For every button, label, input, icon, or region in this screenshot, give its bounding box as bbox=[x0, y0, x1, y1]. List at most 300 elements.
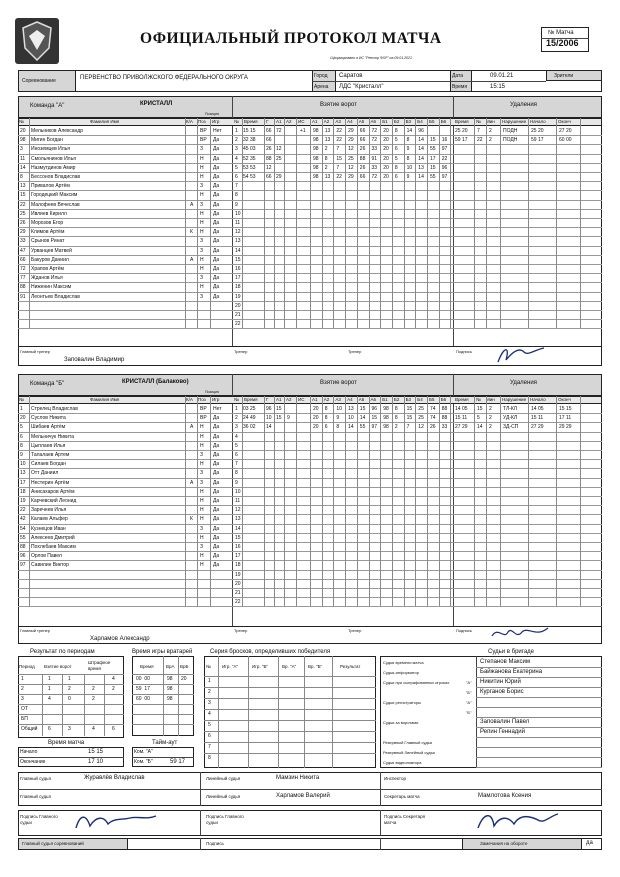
on-ice-player: 88 bbox=[441, 415, 448, 422]
penalty-end: 27 20 bbox=[559, 128, 572, 134]
player-in-game: Да bbox=[213, 164, 220, 171]
goal-scorer: 12 bbox=[266, 164, 272, 171]
on-ice-player: 33 bbox=[371, 164, 378, 171]
goal-number: 2 bbox=[235, 415, 238, 422]
on-ice-player: 15 bbox=[336, 155, 342, 162]
penalty-violation: ПОДН bbox=[503, 128, 518, 134]
player-name: Урванцев Матвей bbox=[31, 247, 72, 254]
on-ice-player: 7 bbox=[336, 146, 340, 153]
goal-number: 14 bbox=[235, 247, 241, 254]
goal-number: 5 bbox=[235, 164, 238, 171]
team-a-goals-title: Взятие ворот bbox=[320, 102, 357, 108]
penalty-end: 60 00 bbox=[559, 137, 572, 144]
player-position: Н bbox=[200, 553, 204, 560]
on-ice-player: 20 bbox=[383, 146, 389, 153]
player-number: 22 bbox=[20, 507, 26, 514]
goal-number: 8 bbox=[235, 192, 238, 199]
team-a-goal-hdr: ИС bbox=[298, 119, 305, 124]
period-label: БП bbox=[21, 716, 28, 722]
penalty-end: 15 15 bbox=[559, 406, 572, 412]
goal-number: 19 bbox=[235, 571, 241, 578]
player-in-game: Да bbox=[213, 256, 220, 263]
player-in-game: Да bbox=[213, 275, 220, 282]
on-ice-player: 20 bbox=[383, 128, 389, 134]
player-position: З bbox=[200, 525, 204, 532]
goalie-b: 20 bbox=[181, 676, 187, 682]
team-b-hdr-game: Игр bbox=[212, 397, 220, 402]
on-ice-player: 29 bbox=[348, 174, 354, 180]
player-position: З bbox=[200, 201, 204, 208]
penalty-violation: ЗД-СП bbox=[503, 424, 519, 431]
period-goals-b: 0 bbox=[68, 696, 71, 702]
on-ice-player: 33 bbox=[371, 146, 378, 153]
official-role: Судьи при оштрафованных игроках bbox=[383, 680, 450, 685]
player-in-game: Да bbox=[213, 266, 220, 272]
team-a-goal-hdr: Время bbox=[244, 119, 258, 124]
player-number: 33 bbox=[20, 238, 26, 245]
on-ice-player: 88 bbox=[359, 155, 366, 162]
team-b-hdr-name: Фамилия Имя bbox=[90, 397, 120, 402]
on-ice-player: 7 bbox=[406, 424, 410, 431]
penalty-minutes: 2 bbox=[489, 137, 492, 144]
player-position: Н bbox=[200, 210, 204, 217]
period-goals-a: 1 bbox=[48, 676, 51, 682]
on-ice-player: 25 bbox=[348, 155, 354, 162]
goal-assist-1: 25 bbox=[276, 155, 282, 162]
on-ice-player: 10 bbox=[348, 415, 354, 422]
player-in-game: Да bbox=[213, 284, 220, 291]
on-ice-player: 22 bbox=[336, 128, 342, 134]
player-number: 88 bbox=[20, 544, 26, 550]
goal-number: 5 bbox=[235, 442, 238, 449]
period-goals-b: 3 bbox=[68, 726, 71, 732]
on-ice-player: 5 bbox=[394, 155, 398, 162]
penalty-time: 59 17 bbox=[455, 137, 468, 144]
on-ice-player: 72 bbox=[371, 137, 378, 144]
goal-time: 53 53 bbox=[243, 164, 256, 171]
shootout-round: 8 bbox=[208, 755, 211, 761]
player-in-game: Да bbox=[213, 516, 220, 523]
on-ice-player: 25 bbox=[418, 415, 424, 422]
team-b-goal-hdr: Г bbox=[266, 397, 269, 402]
player-in-game: Да bbox=[213, 174, 220, 180]
goal-number: 16 bbox=[235, 544, 241, 550]
on-ice-player: 66 bbox=[359, 174, 366, 180]
goal-number: 11 bbox=[235, 498, 241, 504]
penalty-end: 29 29 bbox=[559, 424, 572, 431]
team-a-pen-hdr: Оконч bbox=[558, 119, 571, 124]
player-in-game: Да bbox=[213, 498, 220, 504]
player-number: 72 bbox=[20, 266, 26, 272]
penalty-player: 22 bbox=[477, 137, 483, 144]
on-ice-player: 98 bbox=[313, 164, 319, 171]
periods-title: Результат по периодам bbox=[30, 649, 95, 655]
player-number: 20 bbox=[20, 128, 26, 134]
goal-number: 1 bbox=[235, 128, 238, 134]
on-ice-player: 17 bbox=[430, 155, 436, 162]
period-pim-b: 6 bbox=[112, 726, 115, 732]
on-ice-player: 20 bbox=[383, 137, 389, 144]
goal-time: 03 25 bbox=[243, 406, 256, 412]
period-label: 2 bbox=[21, 686, 24, 692]
official-name: Репин Геннадий bbox=[480, 729, 526, 735]
city-value: Саратов bbox=[339, 73, 363, 79]
player-position: Н bbox=[200, 507, 204, 514]
shootout-round: 7 bbox=[208, 744, 211, 750]
on-ice-player: 97 bbox=[371, 424, 378, 431]
on-ice-player: 8 bbox=[324, 155, 328, 162]
goal-number: 11 bbox=[235, 220, 241, 226]
team-b-coach: Харламов Александр bbox=[90, 636, 150, 642]
goal-number: 10 bbox=[235, 210, 241, 217]
team-a-hdr-game: Игр bbox=[212, 119, 220, 124]
spectators-label: Зрители bbox=[554, 73, 574, 79]
goal-number: 20 bbox=[235, 302, 241, 309]
player-name: Мельничук Никита bbox=[31, 433, 74, 440]
penalty-start: 59 17 bbox=[531, 137, 544, 144]
penalty-start: 27 29 bbox=[531, 424, 544, 431]
team-a-goal-hdr: Г bbox=[266, 119, 269, 124]
goal-number: 22 bbox=[235, 599, 241, 606]
official-role: Судья видеоповтора bbox=[383, 760, 422, 765]
on-ice-player: 12 bbox=[348, 164, 354, 171]
goal-scorer: 14 bbox=[266, 424, 272, 431]
player-name: Шибаев Артём bbox=[31, 424, 66, 431]
player-name: Бессонов Владислав bbox=[31, 174, 81, 180]
secretary: Мамлотова Ксения bbox=[478, 793, 532, 799]
goal-number: 2 bbox=[235, 137, 238, 144]
period-label: 3 bbox=[21, 696, 24, 702]
goalie-change-time: 60 00 bbox=[136, 696, 150, 702]
on-ice-player: 8 bbox=[406, 137, 410, 144]
player-name: Нестерин Артём bbox=[31, 479, 70, 486]
team-a-pen-hdr: Начало bbox=[530, 119, 546, 124]
time-label: Время bbox=[452, 84, 468, 90]
on-ice-player: 8 bbox=[394, 415, 398, 422]
on-ice-player: 55 bbox=[430, 174, 436, 180]
team-a-goal-hdr: А2 bbox=[286, 119, 292, 124]
penalty-player: 15 bbox=[477, 406, 483, 412]
player-name: Жданов Илья bbox=[31, 275, 63, 282]
on-ice-player: 9 bbox=[336, 415, 340, 422]
goal-number: 13 bbox=[235, 238, 241, 245]
goal-number: 18 bbox=[235, 284, 241, 291]
shootout-round: 4 bbox=[208, 711, 211, 717]
player-number: 15 bbox=[20, 192, 26, 199]
player-in-game: Да bbox=[213, 442, 220, 449]
goal-number: 10 bbox=[235, 488, 241, 495]
player-number: 1 bbox=[20, 406, 23, 412]
on-ice-player: 96 bbox=[441, 164, 448, 171]
team-b-pen-hdr: Мин bbox=[486, 397, 495, 402]
player-number: 10 bbox=[20, 461, 26, 468]
on-ice-player: 8 bbox=[406, 155, 410, 162]
player-name: Савилин Виктор bbox=[31, 562, 69, 569]
on-ice-player: 14 bbox=[348, 424, 354, 431]
on-ice-player: 96 bbox=[418, 128, 424, 134]
player-position: ВР bbox=[200, 137, 207, 144]
team-b-pen-hdr: Оконч bbox=[558, 397, 571, 402]
on-ice-player: 33 bbox=[441, 424, 448, 431]
penalty-start: 14 05 bbox=[531, 406, 544, 412]
player-ka: А bbox=[190, 201, 194, 208]
on-ice-player: 55 bbox=[359, 424, 366, 431]
player-number: 17 bbox=[20, 479, 26, 486]
penalty-minutes: 2 bbox=[489, 424, 492, 431]
goal-number: 1 bbox=[235, 406, 238, 412]
on-ice-player: 66 bbox=[359, 137, 366, 144]
team-a-penalties-title: Удаления bbox=[510, 102, 537, 108]
goalie-change-time: 59 17 bbox=[136, 686, 150, 692]
player-number: 9 bbox=[20, 452, 23, 458]
on-ice-player: 15 bbox=[406, 406, 413, 412]
player-number: 97 bbox=[20, 562, 26, 569]
player-position: З bbox=[200, 238, 204, 245]
player-number: 8 bbox=[20, 174, 23, 180]
officials-title: Судьи в бригаде bbox=[488, 649, 534, 655]
team-a-goal-hdr: А1 bbox=[276, 119, 282, 124]
on-ice-player: 97 bbox=[441, 146, 448, 153]
goal-scorer: 10 bbox=[266, 415, 272, 422]
official-name: Курганов Борис bbox=[480, 689, 524, 695]
goal-number: 20 bbox=[235, 580, 241, 587]
player-number: 77 bbox=[20, 275, 26, 282]
official-role: Судья-информатор bbox=[383, 670, 419, 675]
federation-logo bbox=[15, 18, 59, 64]
on-ice-player: 13 bbox=[324, 137, 331, 144]
arena-label: Арена bbox=[314, 84, 329, 90]
team-b-goal-hdr: Время bbox=[244, 397, 258, 402]
team-b-pen-hdr: Нарушение bbox=[502, 397, 527, 402]
goal-situation: +1 bbox=[300, 128, 306, 134]
on-ice-player: 2 bbox=[324, 146, 328, 153]
player-position: Н bbox=[200, 442, 204, 449]
player-in-game: Да bbox=[213, 553, 220, 560]
player-name: Привалов Артём bbox=[31, 183, 70, 190]
period-pim-a: 4 bbox=[92, 726, 95, 732]
period-pim-a: 2 bbox=[92, 686, 95, 692]
period-pim-a: 2 bbox=[92, 696, 95, 702]
on-ice-player: 14 bbox=[418, 155, 424, 162]
goal-number: 8 bbox=[235, 470, 238, 477]
player-name: Климов Артём bbox=[31, 229, 65, 236]
on-ice-player: 9 bbox=[406, 174, 410, 180]
official-role: Судья времени матча bbox=[383, 660, 424, 665]
player-in-game: Да bbox=[213, 293, 220, 300]
player-name: Суслов Никита bbox=[31, 415, 66, 422]
team-a-hdr-pos: Поз bbox=[198, 119, 206, 124]
penalty-violation: ПОДН bbox=[503, 137, 518, 144]
player-position: З bbox=[200, 544, 204, 550]
player-in-game: Да bbox=[213, 452, 220, 458]
linesman-1: Мамзин Никита bbox=[276, 775, 320, 781]
on-ice-player: 26 bbox=[430, 424, 436, 431]
player-name: Иноземцев Илья bbox=[31, 146, 70, 153]
player-position: Н bbox=[200, 266, 204, 272]
player-name: Мигин Богдан bbox=[31, 137, 63, 144]
goal-number: 15 bbox=[235, 534, 241, 541]
player-in-game: Да bbox=[213, 192, 220, 199]
player-name: Заречнев Илья bbox=[31, 507, 67, 514]
date-label: Дата bbox=[452, 73, 464, 79]
player-position: ВР bbox=[200, 406, 207, 412]
player-number: 96 bbox=[20, 553, 26, 560]
on-ice-player: 10 bbox=[406, 164, 413, 171]
goal-time: 45 03 bbox=[243, 146, 256, 153]
goal-number: 21 bbox=[235, 590, 241, 596]
player-number: 54 bbox=[20, 525, 26, 532]
period-pim-b: 2 bbox=[112, 686, 115, 692]
team-b-goal-hdr: ИС bbox=[298, 397, 305, 402]
team-b-pen-hdr: № bbox=[476, 397, 481, 402]
team-b-goal-hdr: А1 bbox=[276, 397, 282, 402]
on-ice-player: 13 bbox=[348, 406, 354, 412]
goal-number: 7 bbox=[235, 183, 238, 190]
on-ice-player: 14 bbox=[418, 137, 424, 144]
on-ice-player: 98 bbox=[313, 137, 319, 144]
player-number: 29 bbox=[20, 229, 26, 236]
goal-time: 32 38 bbox=[243, 137, 256, 144]
player-in-game: Да bbox=[213, 507, 220, 514]
goal-number: 4 bbox=[235, 155, 238, 162]
player-name: Силаев Богдан bbox=[31, 461, 67, 468]
on-ice-player: 6 bbox=[394, 146, 398, 153]
player-position: ВР bbox=[200, 415, 207, 422]
on-ice-player: 2 bbox=[394, 424, 398, 431]
goal-number: 21 bbox=[235, 312, 241, 318]
on-ice-player: 6 bbox=[394, 174, 398, 180]
player-position: З bbox=[200, 146, 204, 153]
player-position: Н bbox=[200, 498, 204, 504]
goal-time: 24 49 bbox=[243, 415, 256, 422]
goal-number: 18 bbox=[235, 562, 241, 569]
player-position: Н bbox=[200, 534, 204, 541]
player-number: 3 bbox=[20, 146, 23, 153]
on-ice-player: 20 bbox=[383, 164, 389, 171]
on-ice-player: 15 bbox=[371, 415, 378, 422]
player-number: 47 bbox=[20, 247, 26, 254]
goal-number: 17 bbox=[235, 553, 241, 560]
team-b-goals-title: Взятие ворот bbox=[320, 380, 357, 386]
player-ka: А bbox=[190, 424, 194, 431]
penalty-time: 27 29 bbox=[455, 424, 468, 431]
player-name: Калаев Альфер bbox=[31, 516, 68, 523]
player-in-game: Да bbox=[213, 534, 220, 541]
shootout-title: Серия бросков, определивших победителя bbox=[210, 649, 331, 655]
goalie-a: 98 bbox=[167, 686, 173, 692]
goal-assist-1: 12 bbox=[276, 146, 282, 153]
goal-scorer: 66 bbox=[266, 128, 272, 134]
team-b-penalties-title: Удаления bbox=[510, 380, 537, 386]
player-position: Н bbox=[200, 284, 204, 291]
team-a-pen-hdr: Мин bbox=[486, 119, 495, 124]
arena-value: ЛДС "Кристалл" bbox=[339, 84, 384, 90]
player-position: З bbox=[200, 293, 204, 300]
official-name: Заповалин Павел bbox=[480, 719, 530, 725]
timeout-title: Тайм-аут bbox=[152, 740, 178, 746]
player-name: Малофеев Вячеслав bbox=[31, 201, 80, 208]
goal-assist-1: 29 bbox=[276, 174, 282, 180]
player-name: Анисахаров Артём bbox=[31, 488, 75, 495]
on-ice-player: 10 bbox=[336, 406, 342, 412]
competition-label: Соревнование bbox=[22, 78, 56, 84]
player-number: 26 bbox=[20, 220, 26, 226]
on-ice-player: 96 bbox=[371, 406, 378, 412]
on-ice-player: 15 bbox=[430, 164, 436, 171]
page-title: ОФИЦИАЛЬНЫЙ ПРОТОКОЛ МАТЧА bbox=[140, 30, 442, 47]
penalty-end: 17 11 bbox=[559, 415, 572, 422]
eagle-emblem-icon bbox=[15, 18, 59, 64]
goal-number: 12 bbox=[235, 229, 241, 236]
on-ice-player: 55 bbox=[430, 146, 436, 153]
goal-number: 22 bbox=[235, 321, 241, 328]
player-name: Леонтьев Владислав bbox=[31, 293, 80, 300]
penalty-violation: ТЛ-КЛ bbox=[503, 406, 518, 412]
on-ice-player: 22 bbox=[336, 174, 342, 180]
official-role: Судьи регистраторы bbox=[383, 700, 421, 705]
player-number: 11 bbox=[20, 155, 26, 162]
team-b-hdr-pos: Поз bbox=[198, 397, 206, 402]
penalty-time: 25 20 bbox=[455, 128, 468, 134]
player-position: Н bbox=[200, 424, 204, 431]
goal-scorer: 66 bbox=[266, 137, 272, 144]
on-ice-player: 2 bbox=[324, 164, 328, 171]
on-ice-player: 20 bbox=[383, 155, 389, 162]
goal-number: 19 bbox=[235, 293, 241, 300]
player-in-game: Да bbox=[213, 220, 220, 226]
player-number: 20 bbox=[20, 415, 26, 422]
on-ice-player: 14 bbox=[418, 174, 424, 180]
player-name: Отт Даниил bbox=[31, 470, 59, 477]
player-position: Н bbox=[200, 155, 204, 162]
official-role: Резервный Главный судья bbox=[383, 740, 432, 745]
goal-number: 3 bbox=[235, 146, 238, 153]
player-in-game: Да bbox=[213, 562, 220, 569]
player-number: 13 bbox=[20, 470, 26, 477]
player-name: Храпов Артём bbox=[31, 266, 64, 272]
official-role: Резервный Линейный судья bbox=[383, 750, 435, 755]
period-goals-a: 1 bbox=[48, 686, 51, 692]
team-a-coach-signature bbox=[490, 342, 550, 366]
team-a-name: КРИСТАЛЛ bbox=[140, 101, 173, 107]
goal-time: 36 02 bbox=[243, 424, 256, 431]
on-ice-player: 16 bbox=[441, 137, 448, 144]
penalty-player: 7 bbox=[477, 128, 480, 134]
player-in-game: Да bbox=[213, 137, 220, 144]
goal-number: 7 bbox=[235, 461, 238, 468]
on-ice-player: 14 bbox=[418, 146, 424, 153]
penalty-time: 15 11 bbox=[455, 415, 468, 422]
on-ice-player: 20 bbox=[313, 415, 319, 422]
player-number: 5 bbox=[20, 424, 23, 431]
penalty-start: 25 20 bbox=[531, 128, 544, 134]
official-role: Судьи за воротами bbox=[383, 720, 419, 725]
player-number: 91 bbox=[20, 293, 26, 300]
period-pim-b: 4 bbox=[112, 676, 115, 682]
period-goals-b: 1 bbox=[68, 676, 71, 682]
player-number: 22 bbox=[20, 201, 26, 208]
on-ice-player: 29 bbox=[348, 137, 354, 144]
official-name: Никитин Юрий bbox=[480, 679, 521, 685]
team-b-coach-signature bbox=[486, 622, 556, 644]
match-end: 17 10 bbox=[88, 759, 104, 765]
goal-number: 17 bbox=[235, 275, 241, 282]
goal-number: 6 bbox=[235, 174, 238, 180]
player-number: 6 bbox=[20, 433, 23, 440]
period-label: ОТ bbox=[21, 706, 28, 712]
date-value: 09.01.21 bbox=[490, 73, 514, 79]
player-number: 19 bbox=[20, 498, 26, 504]
